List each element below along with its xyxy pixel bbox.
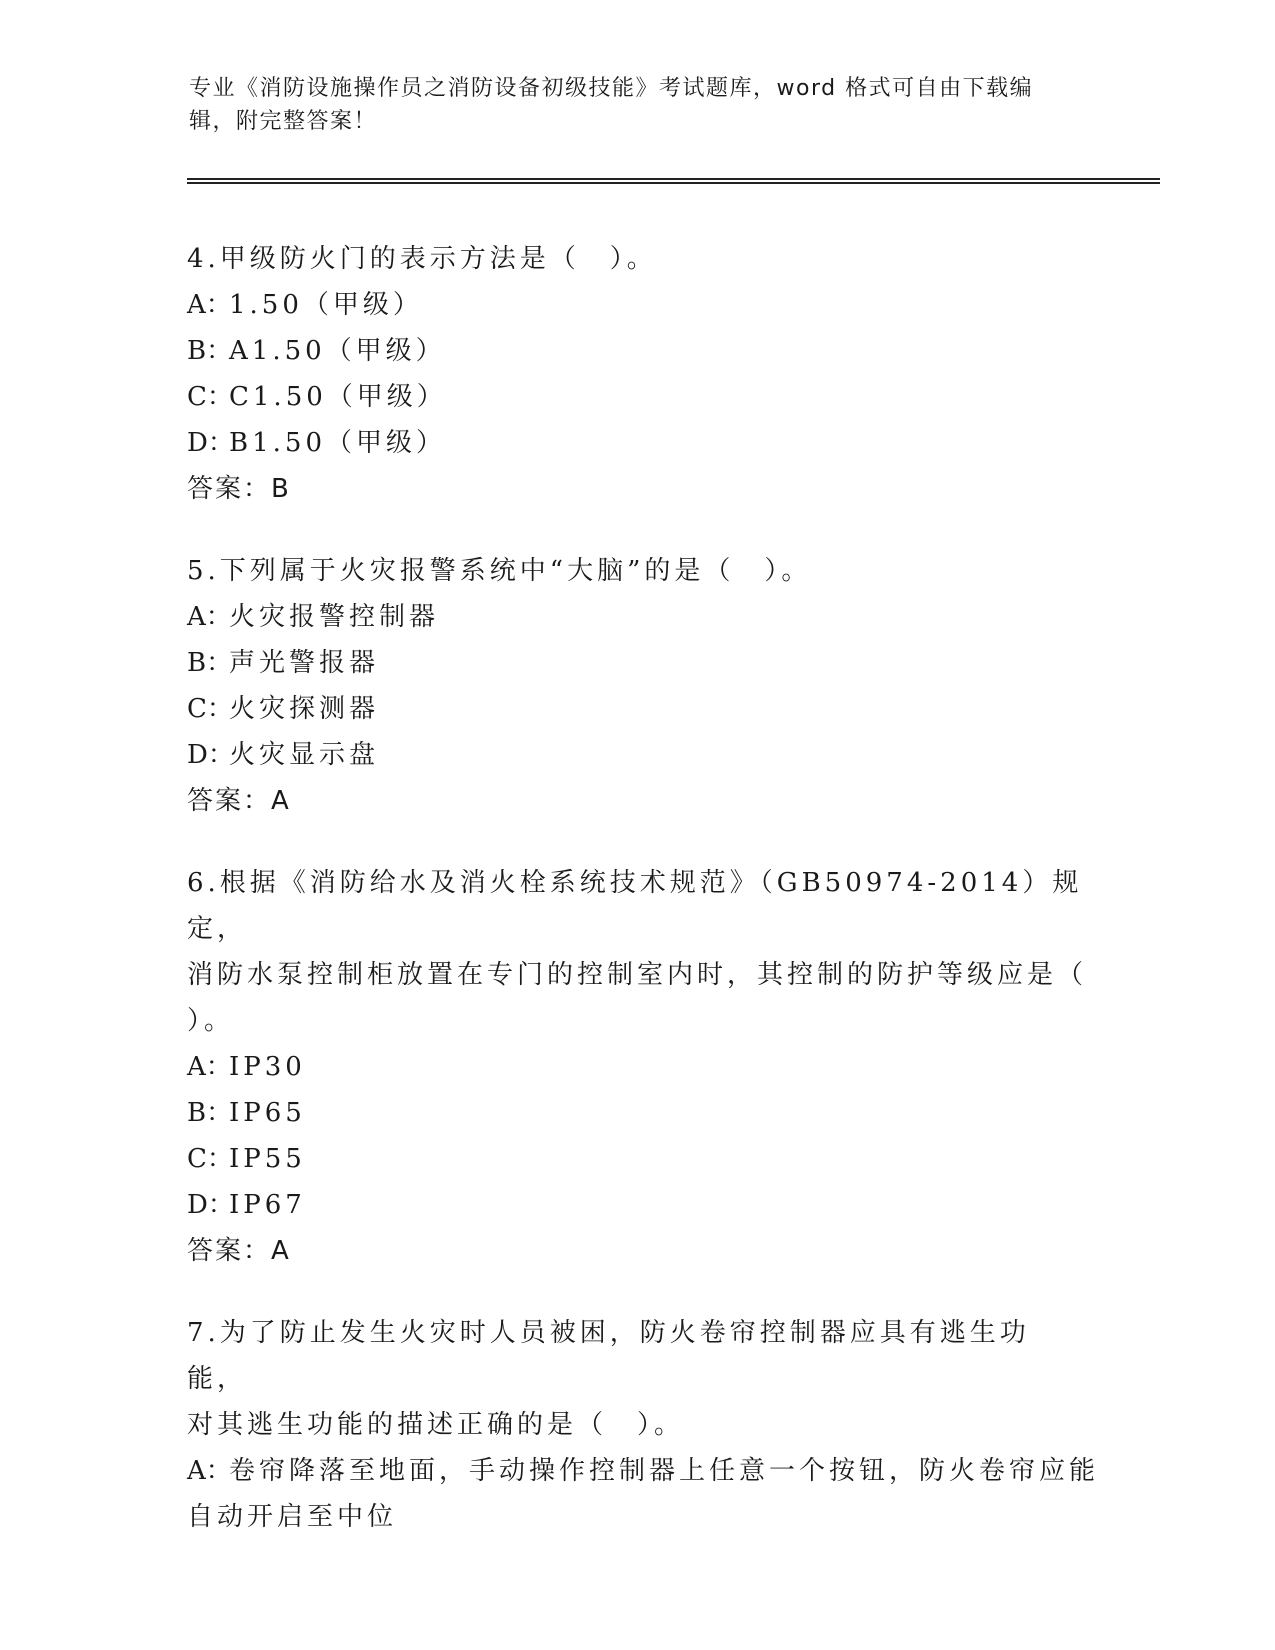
question-list [187, 236, 1100, 1576]
option-text: IP65 [229, 1098, 306, 1128]
option-text: 火灾显示盘 [229, 740, 380, 770]
option-key: A： [187, 1456, 232, 1486]
option-text: 1.50（甲级） [229, 290, 423, 320]
option-key: D： [187, 428, 234, 458]
option-a [187, 1044, 1087, 1090]
option-key: B： [187, 648, 233, 678]
answer-line: 答案：A [187, 786, 291, 816]
option-text: 自动开启至中位 [187, 1502, 398, 1532]
option-a-continuation [187, 1494, 1087, 1540]
option-c [187, 374, 1087, 420]
option-b [187, 640, 1087, 686]
option-key: B： [187, 336, 233, 366]
answer-line: 答案：A [187, 1236, 291, 1266]
option-key: C： [187, 382, 233, 412]
option-a [187, 1448, 1100, 1494]
header-line-2: 辑，附完整答案！ [189, 109, 378, 134]
option-d [187, 420, 1087, 466]
question-4 [187, 236, 1087, 512]
option-text: 卷帘降落至地面，手动操作控制器上任意一个按钮，防火卷帘应能 [229, 1456, 1100, 1486]
option-key: B： [187, 1098, 233, 1128]
option-text: IP67 [229, 1190, 306, 1220]
question-5 [187, 548, 1087, 824]
question-stem: 4.甲级防火门的表示方法是（ ）。 [187, 244, 657, 274]
option-key: C： [187, 694, 233, 724]
option-a [187, 594, 1087, 640]
option-text: 火灾报警控制器 [229, 602, 440, 632]
option-text: B1.50（甲级） [229, 428, 446, 458]
question-stem: 5.下列属于火灾报警系统中“大脑”的是（ ）。 [187, 556, 812, 586]
question-6 [187, 860, 1087, 1274]
option-text: C1.50（甲级） [229, 382, 447, 412]
option-d [187, 1182, 1087, 1228]
header-divider [187, 178, 1160, 184]
answer-line: 答案：B [187, 474, 291, 504]
header-line-1: 专业《消防设施操作员之消防设备初级技能》考试题库，word 格式可自由下载编 [189, 76, 1034, 101]
option-text: A1.50（甲级） [229, 336, 446, 366]
question-7 [187, 1310, 1100, 1540]
option-text: IP30 [229, 1052, 306, 1082]
document-header [189, 72, 1089, 138]
question-stem-line-2: 对其逃生功能的描述正确的是（ ）。 [187, 1410, 685, 1440]
option-key: A： [187, 602, 232, 632]
option-key: C： [187, 1144, 233, 1174]
question-stem-line-1: 6.根据《消防给水及消火栓系统技术规范》（GB50974-2014）规定， [187, 868, 1083, 944]
question-stem-line-3: ）。 [187, 1006, 235, 1036]
option-key: A： [187, 290, 232, 320]
option-key: D： [187, 1190, 234, 1220]
option-b [187, 328, 1087, 374]
option-b [187, 1090, 1087, 1136]
option-a [187, 282, 1087, 328]
option-key: D： [187, 740, 234, 770]
option-text: 声光警报器 [229, 648, 380, 678]
option-text: IP55 [229, 1144, 306, 1174]
option-d [187, 732, 1087, 778]
option-key: A： [187, 1052, 232, 1082]
option-c [187, 686, 1087, 732]
option-c [187, 1136, 1087, 1182]
question-stem-line-1: 7.为了防止发生火灾时人员被困，防火卷帘控制器应具有逃生功能， [187, 1318, 1030, 1394]
option-text: 火灾探测器 [229, 694, 380, 724]
question-stem-line-2: 消防水泵控制柜放置在专门的控制室内时，其控制的防护等级应是（ [187, 960, 1088, 990]
